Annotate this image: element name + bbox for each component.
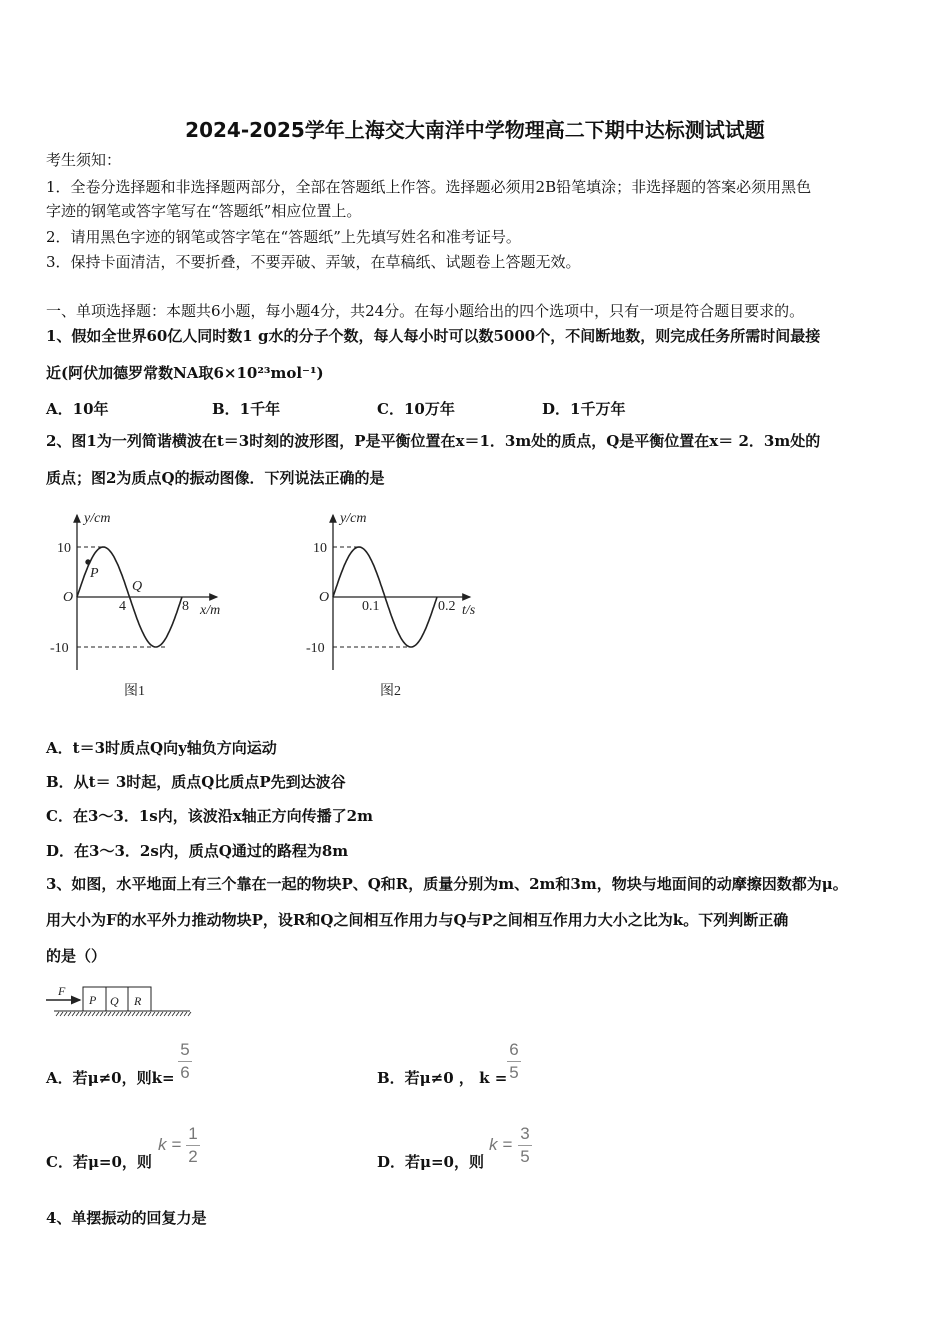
q2-option-d: D．在3～3．2s内，质点Q通过的路程为8m <box>46 842 349 860</box>
block-label: R <box>134 994 142 1008</box>
q3-option-d: D．若μ=0，则 <box>377 1153 484 1171</box>
notice-line: 3．保持卡面清洁，不要折叠，不要弄破、弄皱，在草稿纸、试题卷上答题无效。 <box>46 253 581 271</box>
notice-line: 1．全卷分选择题和非选择题两部分，全部在答题纸上作答。选择题必须用2B铅笔填涂；非选择题的答案必须用黑色 <box>46 178 812 196</box>
q2-text: 质点；图2为质点Q的振动图像．下列说法正确的是 <box>46 469 385 487</box>
q3-text: 的是（） <box>46 947 107 965</box>
page-title: 2024-2025学年上海交大南洋中学物理高二下期中达标测试试题 <box>185 118 765 142</box>
fraction: 1 2 <box>186 1124 200 1167</box>
section-heading: 一、单项选择题：本题共6小题，每小题4分，共24分。在每小题给出的四个选项中，只有一项是符合题目要求的。 <box>46 302 805 320</box>
figure-1 <box>77 515 217 670</box>
fig1-xlabel: x/m <box>200 603 221 618</box>
fig1-ytick: -10 <box>50 641 69 656</box>
fig2-ytick: 10 <box>313 541 327 556</box>
q2-text: 2、图1为一列简谐横波在t＝3时刻的波形图，P是平衡位置在x＝1．3m处的质点，Q是平衡位置在x＝ 2．3m处的 <box>46 432 821 450</box>
fraction: 6 5 <box>507 1040 521 1083</box>
block-label: P <box>89 993 97 1007</box>
q2-option-c: C．在3～3．1s内，该波沿x轴正方向传播了2m <box>46 807 373 825</box>
fig1-xtick: 8 <box>182 599 189 614</box>
ground-hatch <box>56 1012 191 1016</box>
q1-option-b: B．1千年 <box>212 400 281 418</box>
k-label: k = <box>489 1135 513 1154</box>
q1-text: 近(阿伏加德罗常数NA取6×10²³mol⁻¹) <box>46 364 324 382</box>
q3-option-a: A．若μ≠0，则k= <box>46 1069 175 1087</box>
q3-option-c: C．若μ=0，则 <box>46 1153 152 1171</box>
q1-text: 1、假如全世界60亿人同时数1 g水的分子个数，每人每小时可以数5000个，不间断地数，则完成任务所需时间最接 <box>46 327 821 345</box>
notice-line: 2．请用黑色字迹的钢笔或答字笔在“答题纸”上先填写姓名和准考证号。 <box>46 228 521 246</box>
fig2-xtick: 0.1 <box>362 599 380 614</box>
force-label: F <box>58 984 66 998</box>
k-label: k = <box>158 1135 182 1154</box>
fraction: 3 5 <box>518 1124 532 1167</box>
fig1-caption: 图1 <box>124 684 145 699</box>
q3-text: 3、如图，水平地面上有三个靠在一起的物块P、Q和R，质量分别为m、2m和3m，物块与地面间的动摩擦因数都为μ。 <box>46 875 848 893</box>
fig1-ylabel: y/cm <box>84 511 111 526</box>
q3-option-b: B．若μ≠0 ， k = <box>377 1069 508 1087</box>
figure-2 <box>333 515 470 670</box>
point-p <box>86 560 90 564</box>
q4-text: 4、单摆振动的回复力是 <box>46 1209 207 1227</box>
fig2-origin: O <box>319 590 330 605</box>
q2-option-b: B．从t＝ 3时起，质点Q比质点P先到达波谷 <box>46 773 346 791</box>
fig2-ytick: -10 <box>306 641 325 656</box>
q3-text: 用大小为F的水平外力推动物块P，设R和Q之间相互作用力与Q与P之间相互作用力大小之比为k。下列判断正确 <box>46 911 789 929</box>
fig2-xlabel: t/s <box>462 603 476 618</box>
q1-option-a: A．10年 <box>46 400 109 418</box>
block-label: Q <box>110 994 119 1008</box>
notice-line: 字迹的钢笔或答字笔写在“答题纸”相应位置上。 <box>46 202 362 220</box>
notice-heading: 考生须知： <box>46 151 122 169</box>
fig1-ytick: 10 <box>57 541 71 556</box>
label-p: P <box>90 566 99 581</box>
fig2-caption: 图2 <box>380 684 401 699</box>
fig1-xtick: 4 <box>119 599 126 614</box>
fig1-origin: O <box>63 590 74 605</box>
fraction: 5 6 <box>178 1040 192 1083</box>
fig2-ylabel: y/cm <box>340 511 367 526</box>
fig2-xtick: 0.2 <box>438 599 456 614</box>
q1-option-c: C．10万年 <box>377 400 455 418</box>
blocks-figure <box>46 984 191 1016</box>
q2-option-a: A．t＝3时质点Q向y轴负方向运动 <box>46 739 277 757</box>
q1-option-d: D．1千万年 <box>542 400 626 418</box>
label-q: Q <box>132 579 143 594</box>
